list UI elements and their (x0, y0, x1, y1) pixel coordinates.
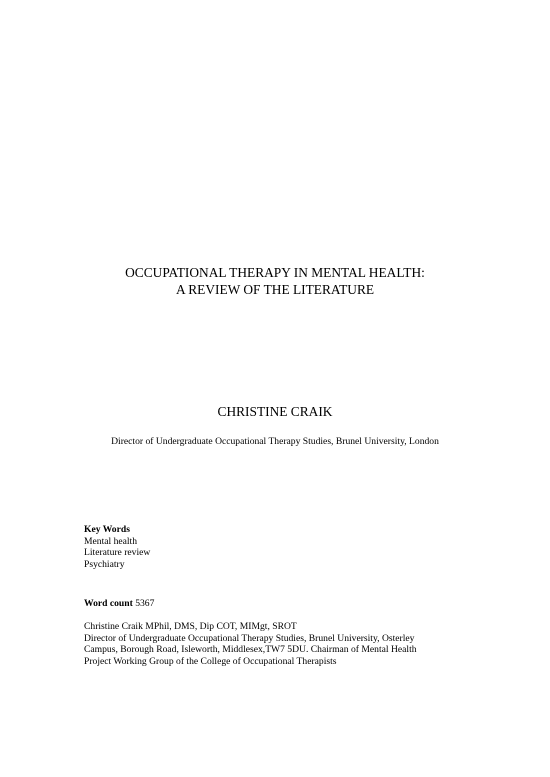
bio-line-3: Campus, Borough Road, Isleworth, Middlesex,TW7 5DU. Chairman of Mental Health (84, 644, 417, 656)
key-word-item: Mental health (84, 535, 138, 547)
paper-title (0, 264, 550, 298)
bio-line-1: Christine Craik MPhil, DMS, Dip COT, MIMgt, SROT (84, 621, 297, 632)
key-words-section (84, 524, 150, 570)
title-line-2: A REVIEW OF THE LITERATURE (175, 282, 375, 297)
key-word-item: Psychiatry (84, 558, 125, 570)
bio-line-4: Project Working Group of the College of Occupational Therapists (84, 655, 337, 667)
author-bio (84, 621, 474, 667)
title-line-1: OCCUPATIONAL THERAPY IN MENTAL HEALTH: (125, 265, 425, 280)
key-words-heading: Key Words (84, 524, 130, 535)
bio-line-2: Director of Undergraduate Occupational Therapy Studies, Brunel University, Osterley (84, 632, 415, 644)
word-count-section (84, 598, 154, 610)
word-count-value: 5367 (135, 598, 155, 609)
word-count-heading: Word count (84, 598, 133, 609)
key-word-item: Literature review (84, 547, 151, 559)
author-affiliation: Director of Undergraduate Occupational Therapy Studies, Brunel University, London (111, 436, 439, 447)
author-name: CHRISTINE CRAIK (217, 404, 333, 419)
